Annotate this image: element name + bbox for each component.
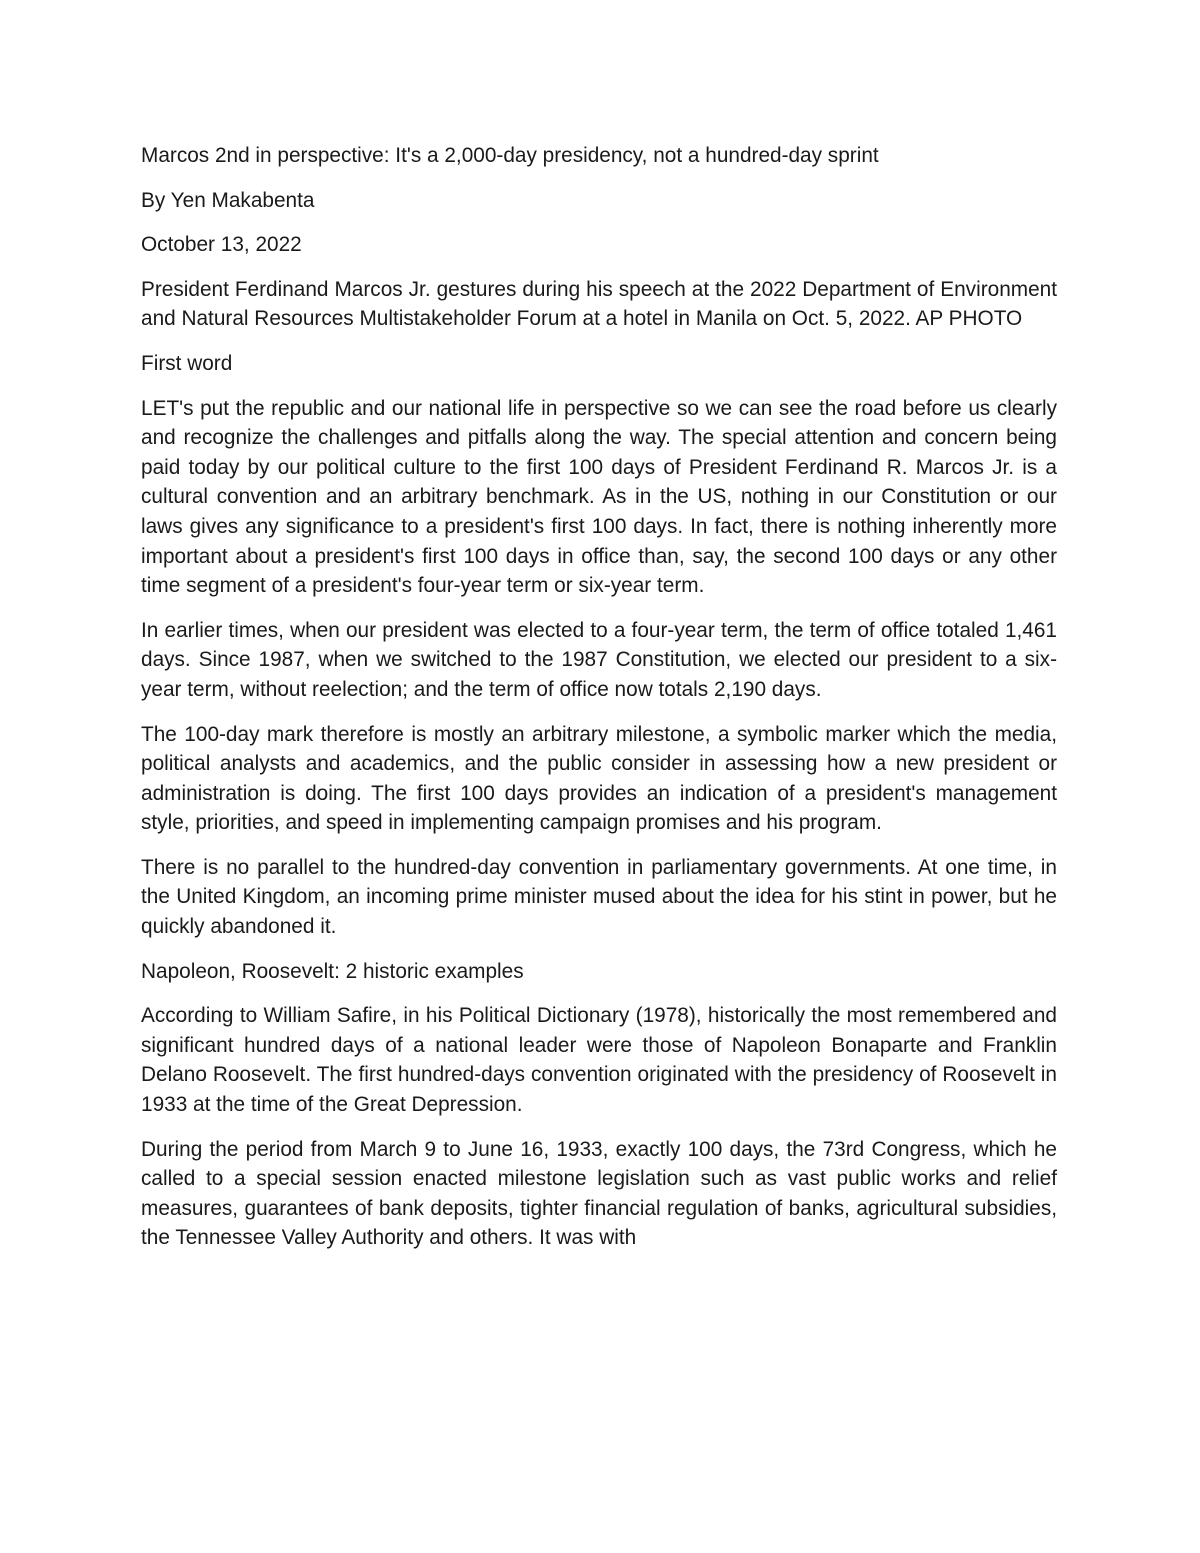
body-paragraph: LET's put the republic and our national life in perspective so we can see the road before us clearly and recognize the challenges and pitfalls along the way. The special attention and concern being paid today by our political culture to the first 100 days of President Ferdinand R. Marcos Jr. is a cultural convention and an arbitrary benchmark. As in the US, nothing in our Constitution or our laws gives any significance to a president's first 100 days. In fact, there is nothing inherently more important about a president's first 100 days in office than, say, the second 100 days or any other time segment of a president's four-year term or six-year term. <box>141 396 1057 598</box>
body-paragraph: In earlier times, when our president was elected to a four-year term, the term of office totaled 1,461 days. Since 1987, when we switched to the 1987 Constitution, we elected our president to a six-year term, without reelection; and the term of office now totals 2,190 days. <box>141 618 1057 701</box>
body-paragraph: During the period from March 9 to June 16, 1933, exactly 100 days, the 73rd Congress, which he called to a special session enacted milestone legislation such as vast public works and relief measures, guarantees of bank deposits, tighter financial regulation of banks, agricultural subsidies, the Tennessee Valley Authority and others. It was with <box>141 1137 1057 1250</box>
body-paragraph: There is no parallel to the hundred-day convention in parliamentary governments. At one time, in the United Kingdom, an incoming prime minister mused about the idea for his stint in power, but he quickly abandoned it. <box>141 855 1057 939</box>
article-title: Marcos 2nd in perspective: It's a 2,000-day presidency, not a hundred-day sprint <box>141 144 879 167</box>
section-heading-first-word: First word <box>141 351 233 375</box>
article-byline: By Yen Makabenta <box>141 188 315 212</box>
body-paragraph: The 100-day mark therefore is mostly an arbitrary milestone, a symbolic marker which the media, political analysts and academics, and the public consider in assessing how a new president or administration is doing. The first 100 days provides an indication of a president's management style, priorities, and speed in implementing campaign promises and his program. <box>141 722 1057 835</box>
body-paragraph: According to William Safire, in his Political Dictionary (1978), historically the most remembered and significant hundred days of a national leader were those of Napoleon Bonaparte and Franklin Delano Roosevelt. The first hundred-days convention originated with the presidency of Roosevelt in 1933 at the time of the Great Depression. <box>141 1004 1057 1117</box>
section-heading-historic-examples: Napoleon, Roosevelt: 2 historic examples <box>141 959 524 983</box>
document-page <box>141 141 1057 1268</box>
article-date: October 13, 2022 <box>141 233 302 257</box>
photo-caption: President Ferdinand Marcos Jr. gestures during his speech at the 2022 Department of Environment and Natural Resources Multistakeholder Forum at a hotel in Manila on Oct. 5, 2022. AP PHOTO <box>141 277 1057 331</box>
